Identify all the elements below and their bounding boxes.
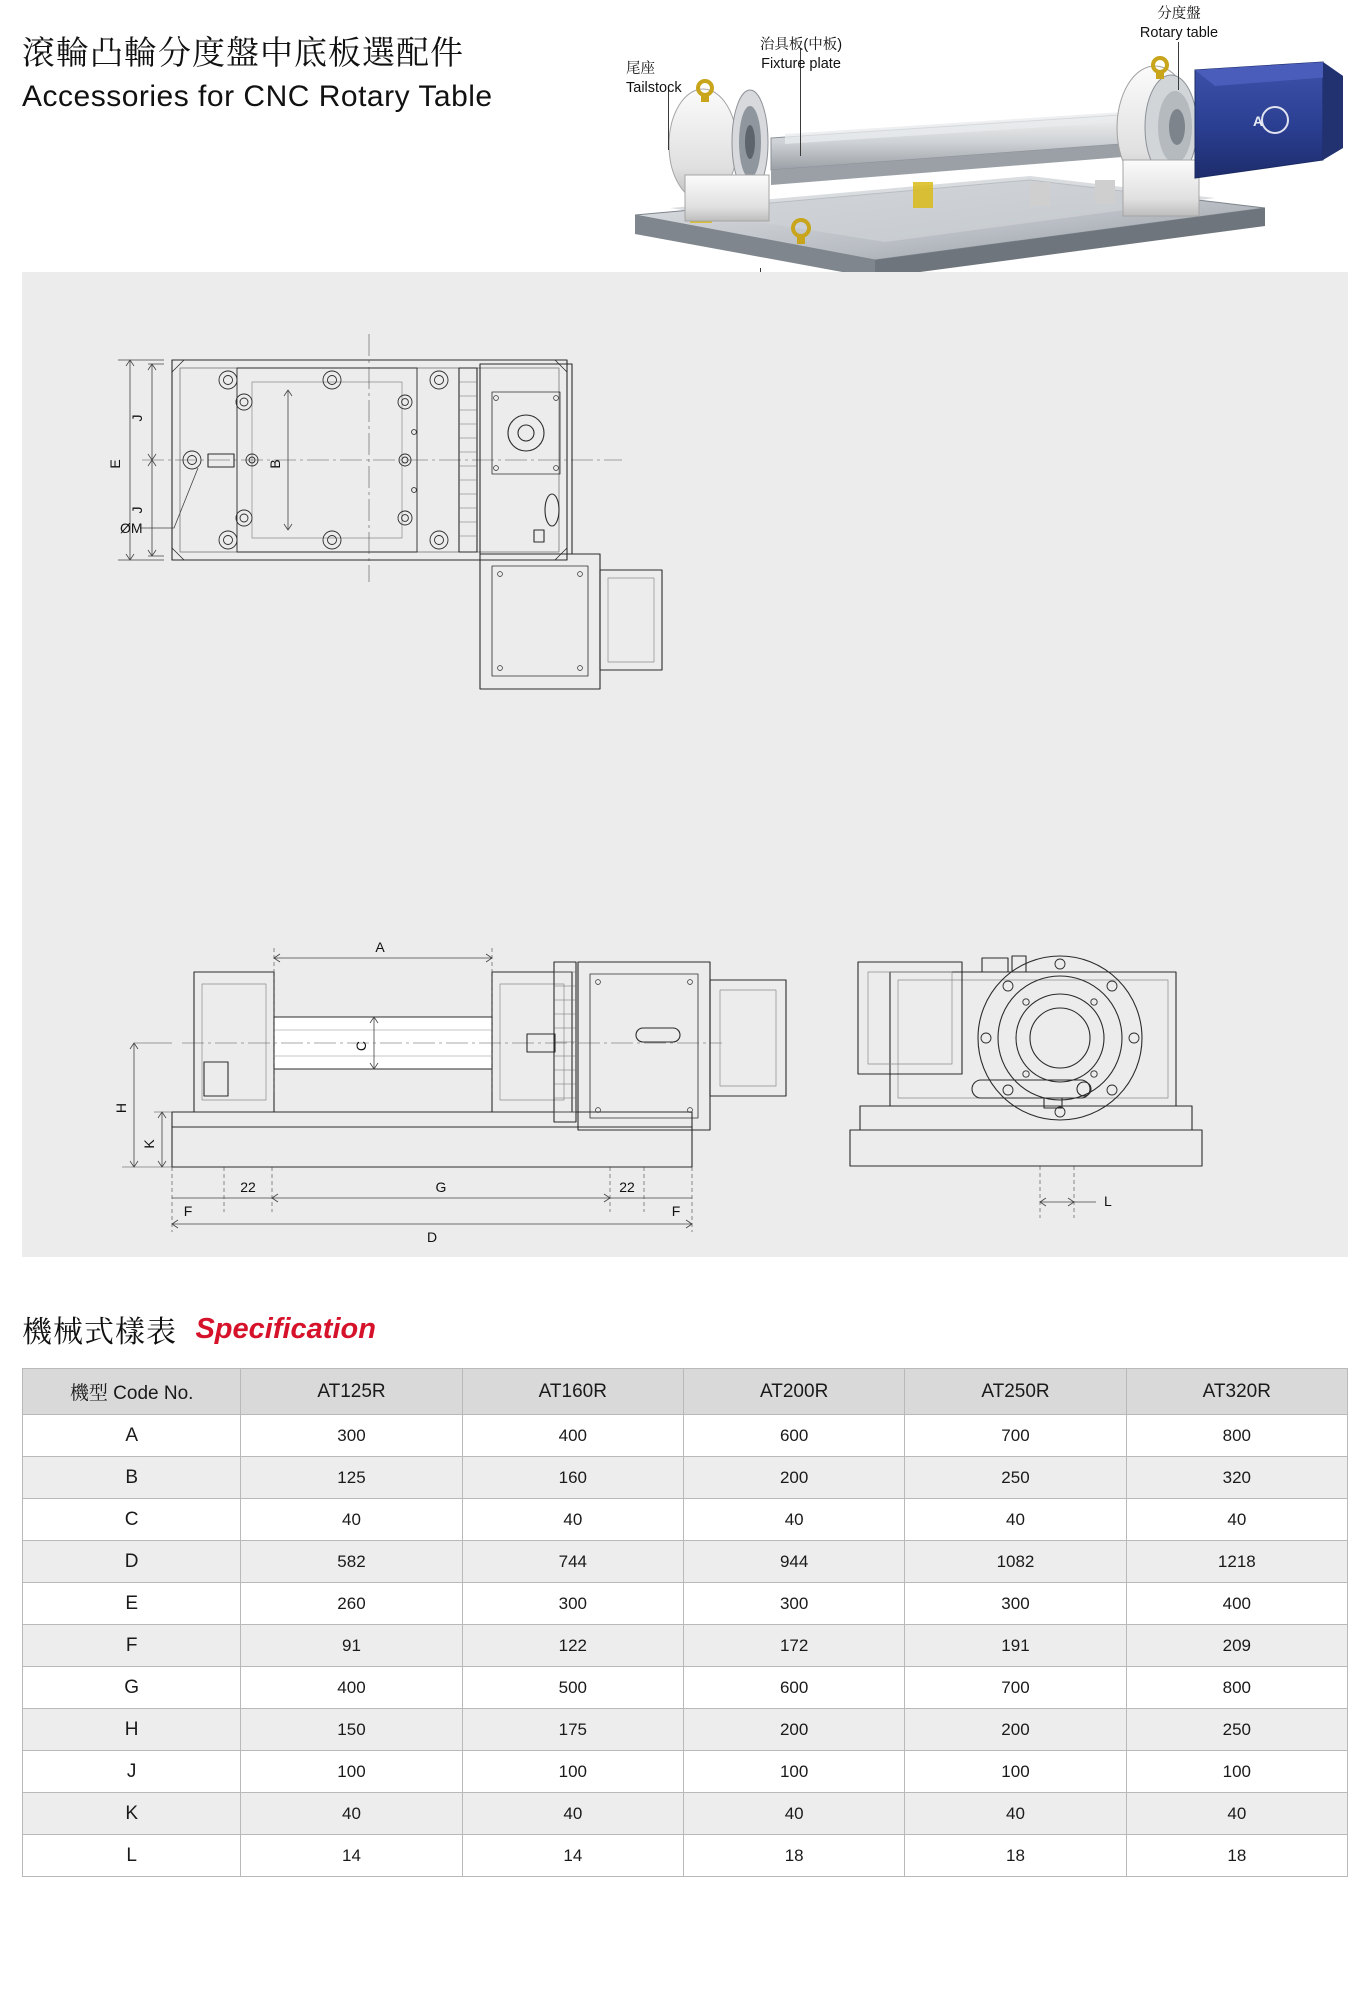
cell-j-at250r: 100: [905, 1751, 1126, 1793]
label-F-right: F: [671, 1203, 681, 1219]
callout-tailstock-en: Tailstock: [626, 79, 682, 96]
label-E: E: [107, 459, 123, 469]
cell-j-at160r: 100: [462, 1751, 683, 1793]
leader-line-rotary-table: [1178, 42, 1179, 90]
spec-heading-chinese: 機械式樣表: [22, 1316, 177, 1349]
cell-a-at125r: 300: [241, 1415, 462, 1457]
page-header: [0, 0, 1370, 290]
column-header-code-no: 機型 Code No.: [23, 1369, 241, 1415]
column-header-at160r: AT160R: [462, 1369, 683, 1415]
cell-b-at200r: 200: [683, 1457, 904, 1499]
leader-line-tailstock: [668, 88, 669, 150]
cell-h-at250r: 200: [905, 1709, 1126, 1751]
cell-e-at125r: 260: [241, 1583, 462, 1625]
column-header-at125r: AT125R: [241, 1369, 462, 1415]
label-D: D: [426, 1229, 438, 1245]
cell-d-at200r: 944: [683, 1541, 904, 1583]
callout-fixture-plate-cn: 治具板(中板): [759, 37, 843, 53]
cell-a-at250r: 700: [905, 1415, 1126, 1457]
callout-rotary-table-en: Rotary table: [1139, 24, 1219, 41]
label-K: K: [141, 1139, 157, 1149]
cell-e-at250r: 300: [905, 1583, 1126, 1625]
cell-j-at125r: 100: [241, 1751, 462, 1793]
cell-k-at200r: 40: [683, 1793, 904, 1835]
table-row: [23, 1709, 1348, 1751]
column-header-at200r: AT200R: [683, 1369, 904, 1415]
cell-f-at160r: 122: [462, 1625, 683, 1667]
cell-d-at160r: 744: [462, 1541, 683, 1583]
table-row: [23, 1415, 1348, 1457]
cell-d-at250r: 1082: [905, 1541, 1126, 1583]
spec-heading-english: Specification: [195, 1312, 376, 1345]
cell-k-at250r: 40: [905, 1793, 1126, 1835]
cell-l-at160r: 14: [462, 1835, 683, 1877]
label-H: H: [113, 1102, 129, 1114]
spec-heading: [22, 1307, 722, 1351]
top-view: [118, 334, 662, 689]
row-label-b: B: [23, 1457, 241, 1499]
cell-a-at160r: 400: [462, 1415, 683, 1457]
callout-tailstock-cn: 尾座: [626, 61, 655, 77]
svg-text:A: A: [1253, 113, 1264, 129]
table-header-row: [23, 1369, 1348, 1415]
cell-l-at250r: 18: [905, 1835, 1126, 1877]
label-F-left: F: [183, 1203, 193, 1219]
cell-g-at320r: 800: [1126, 1667, 1347, 1709]
cell-d-at125r: 582: [241, 1541, 462, 1583]
table-row: [23, 1835, 1348, 1877]
row-label-a: A: [23, 1415, 241, 1457]
cell-a-at200r: 600: [683, 1415, 904, 1457]
table-row: [23, 1583, 1348, 1625]
cell-h-at160r: 175: [462, 1709, 683, 1751]
cell-j-at320r: 100: [1126, 1751, 1347, 1793]
cell-g-at250r: 700: [905, 1667, 1126, 1709]
row-label-j: J: [23, 1751, 241, 1793]
row-label-e: E: [23, 1583, 241, 1625]
cell-c-at200r: 40: [683, 1499, 904, 1541]
row-label-d: D: [23, 1541, 241, 1583]
cell-c-at125r: 40: [241, 1499, 462, 1541]
page-title-chinese: 滾輪凸輪分度盤中底板選配件: [22, 34, 464, 71]
cell-k-at125r: 40: [241, 1793, 462, 1835]
cell-j-at200r: 100: [683, 1751, 904, 1793]
cell-e-at200r: 300: [683, 1583, 904, 1625]
table-row: [23, 1793, 1348, 1835]
cell-f-at125r: 91: [241, 1625, 462, 1667]
cell-b-at160r: 160: [462, 1457, 683, 1499]
row-label-c: C: [23, 1499, 241, 1541]
cell-e-at320r: 400: [1126, 1583, 1347, 1625]
label-B: B: [267, 459, 283, 469]
callout-rotary-table: [1118, 5, 1240, 42]
specification-table: [22, 1368, 1348, 1877]
cell-g-at160r: 500: [462, 1667, 683, 1709]
product-photo: [575, 10, 1355, 310]
cell-h-at125r: 150: [241, 1709, 462, 1751]
label-L: L: [1104, 1193, 1112, 1209]
cell-c-at160r: 40: [462, 1499, 683, 1541]
title-block: [22, 32, 602, 116]
front-view: [122, 948, 786, 1232]
cell-h-at200r: 200: [683, 1709, 904, 1751]
cell-l-at125r: 14: [241, 1835, 462, 1877]
row-label-k: K: [23, 1793, 241, 1835]
column-header-at320r: AT320R: [1126, 1369, 1347, 1415]
label-A: A: [375, 939, 385, 955]
cell-h-at320r: 250: [1126, 1709, 1347, 1751]
label-diameter-M: ØM: [120, 520, 143, 536]
column-header-at250r: AT250R: [905, 1369, 1126, 1415]
row-label-f: F: [23, 1625, 241, 1667]
table-row: [23, 1457, 1348, 1499]
cell-b-at250r: 250: [905, 1457, 1126, 1499]
label-C: C: [353, 1040, 369, 1052]
cell-c-at320r: 40: [1126, 1499, 1347, 1541]
cell-b-at125r: 125: [241, 1457, 462, 1499]
cell-a-at320r: 800: [1126, 1415, 1347, 1457]
label-22-left: 22: [240, 1179, 256, 1195]
side-view: [850, 956, 1202, 1218]
callout-fixture-plate-en: Fixture plate: [761, 55, 841, 72]
cell-g-at200r: 600: [683, 1667, 904, 1709]
row-label-h: H: [23, 1709, 241, 1751]
callout-fixture-plate: [730, 36, 872, 73]
cell-l-at320r: 18: [1126, 1835, 1347, 1877]
cell-c-at250r: 40: [905, 1499, 1126, 1541]
label-G: G: [435, 1179, 447, 1195]
table-row: [23, 1751, 1348, 1793]
cell-k-at160r: 40: [462, 1793, 683, 1835]
label-J-upper: J: [129, 414, 145, 422]
cell-d-at320r: 1218: [1126, 1541, 1347, 1583]
table-row: [23, 1541, 1348, 1583]
table-row: [23, 1499, 1348, 1541]
cell-k-at320r: 40: [1126, 1793, 1347, 1835]
label-J-lower: J: [129, 506, 145, 514]
row-label-g: G: [23, 1667, 241, 1709]
page-title-english: Accessories for CNC Rotary Table: [22, 80, 493, 114]
technical-drawing-panel: [22, 272, 1348, 1257]
cell-g-at125r: 400: [241, 1667, 462, 1709]
callout-tailstock: [626, 60, 736, 97]
cell-b-at320r: 320: [1126, 1457, 1347, 1499]
cell-l-at200r: 18: [683, 1835, 904, 1877]
row-label-l: L: [23, 1835, 241, 1877]
table-row: [23, 1625, 1348, 1667]
label-22-right: 22: [619, 1179, 635, 1195]
table-row: [23, 1667, 1348, 1709]
cell-f-at200r: 172: [683, 1625, 904, 1667]
cell-f-at250r: 191: [905, 1625, 1126, 1667]
cell-e-at160r: 300: [462, 1583, 683, 1625]
callout-rotary-table-cn: 分度盤: [1157, 6, 1201, 22]
cell-f-at320r: 209: [1126, 1625, 1347, 1667]
